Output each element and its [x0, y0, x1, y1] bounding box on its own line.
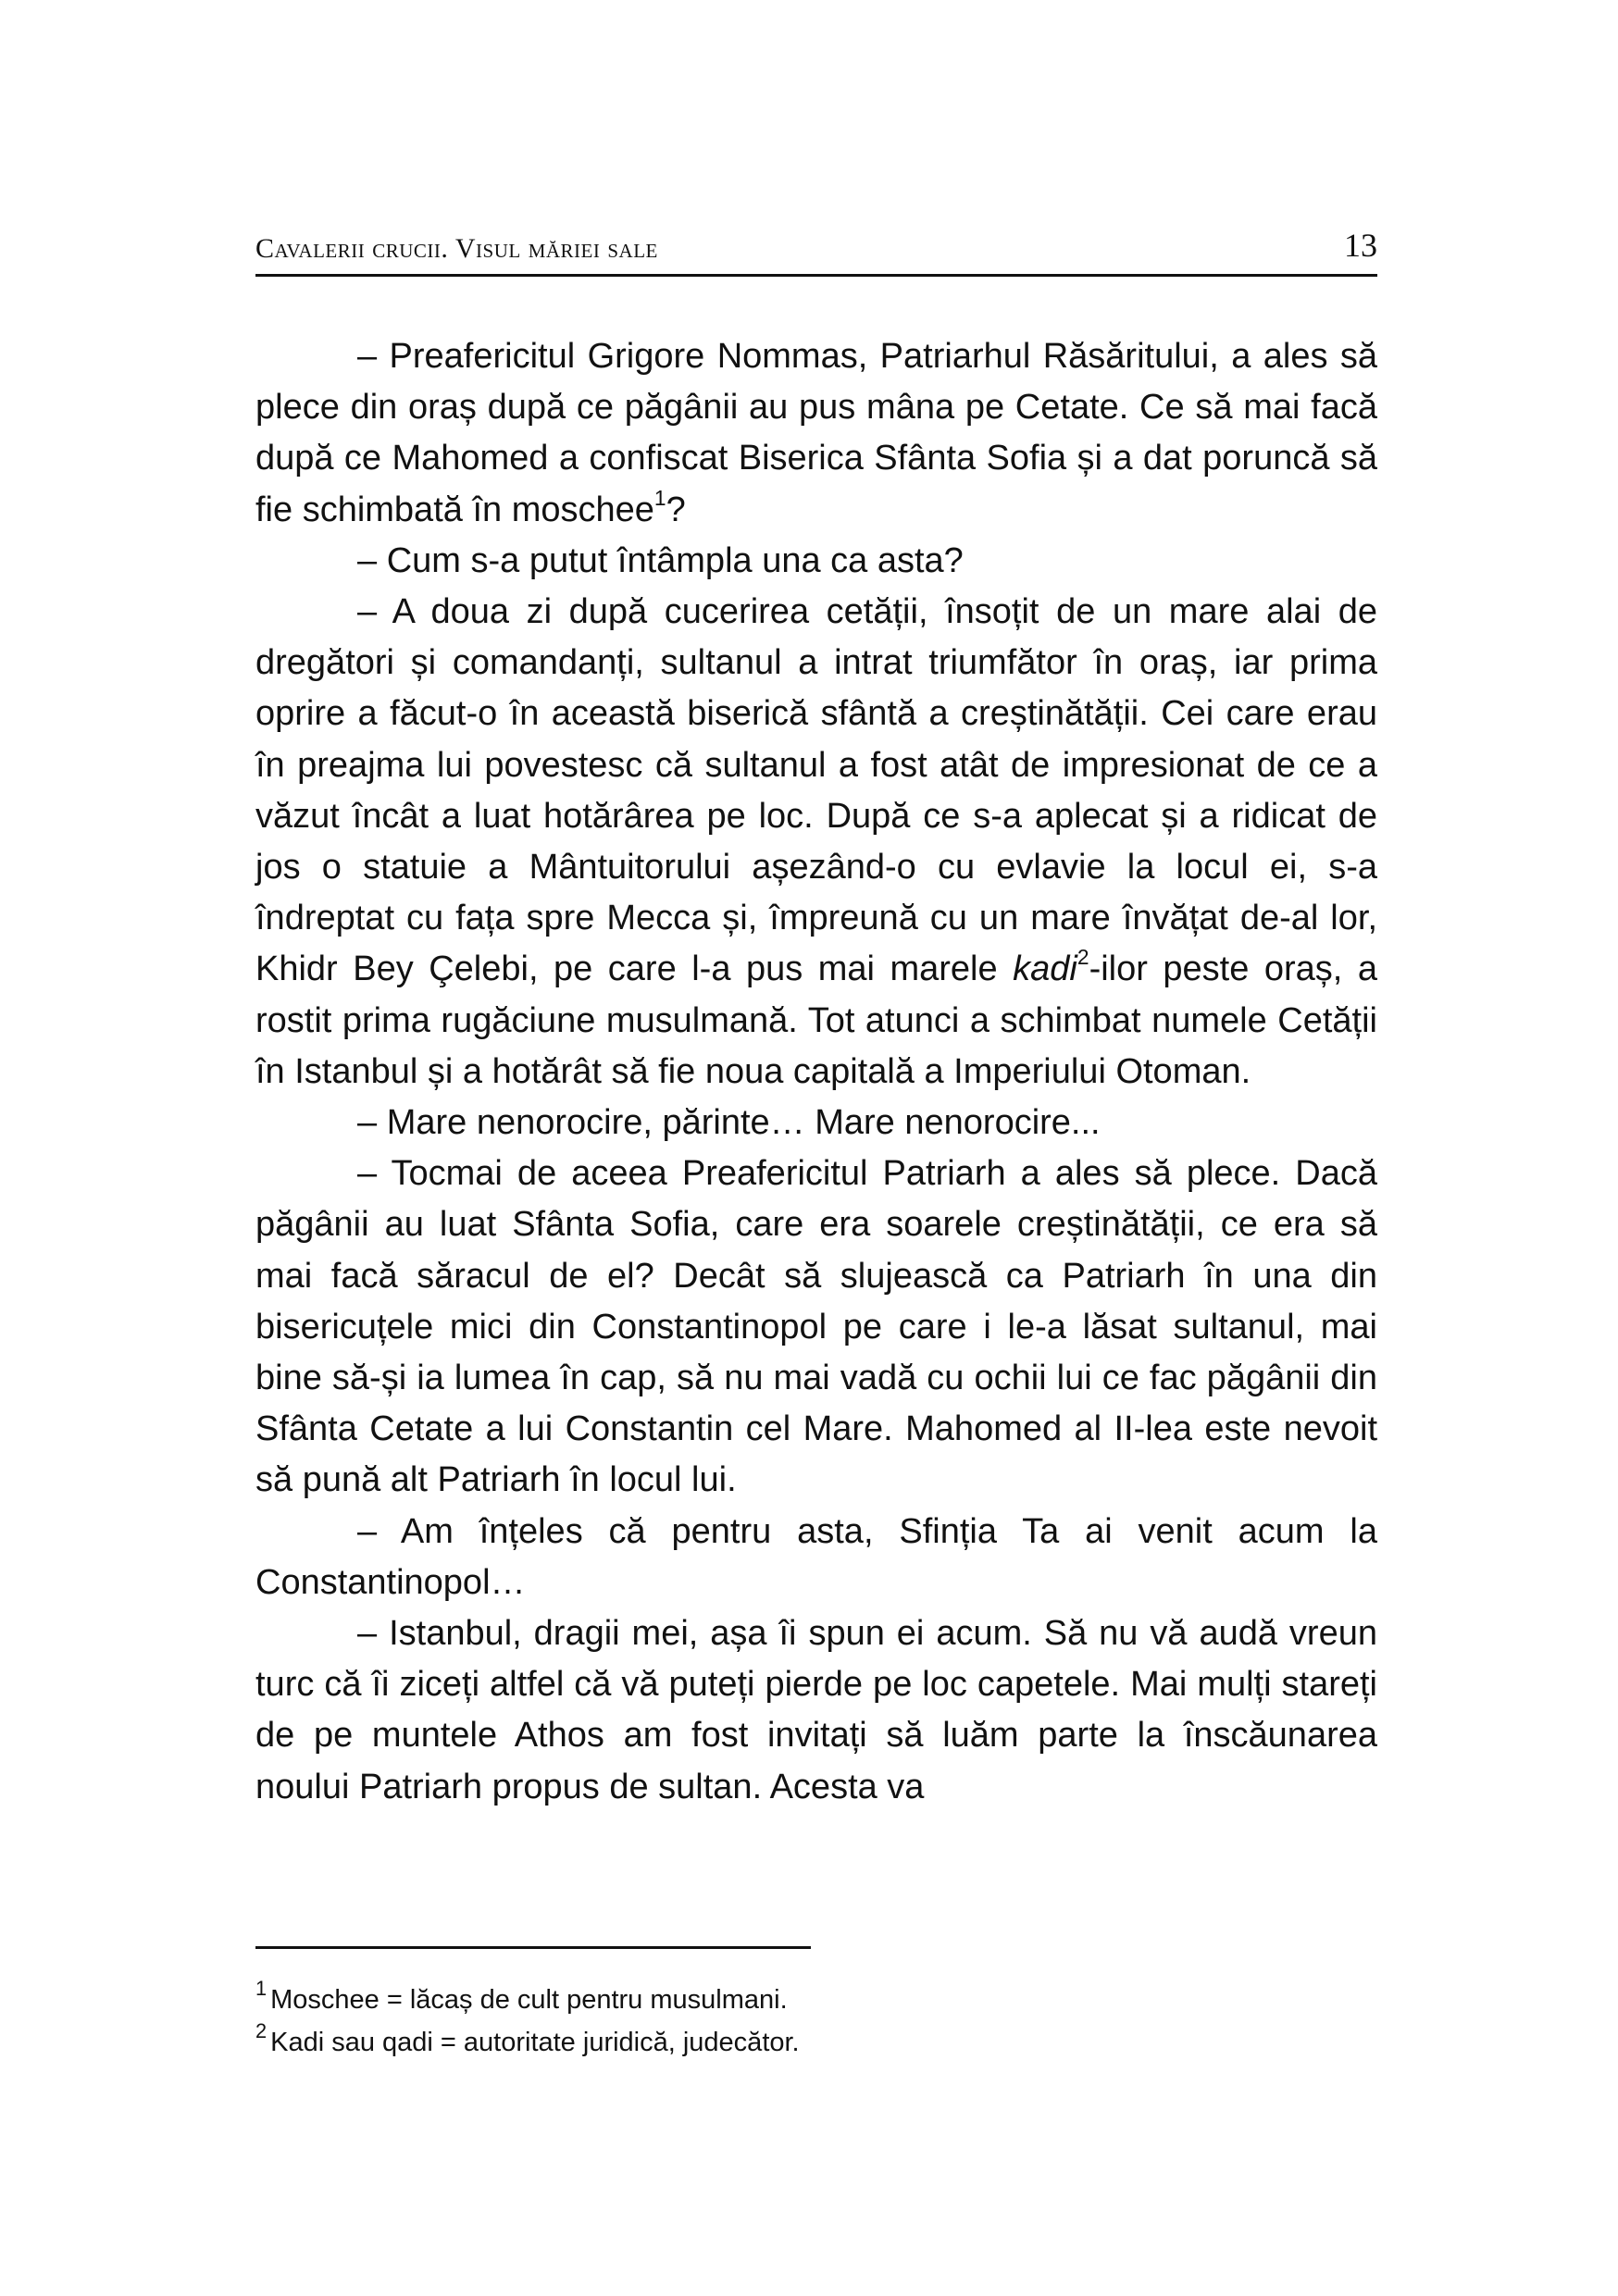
running-header	[255, 226, 1377, 277]
paragraph-1: – Preafericitul Grigore Nommas, Patriarhul Răsăritului, a ales să plece din oraș după ce păgânii au pus mâna pe Cetate. Ce să mai facă după ce Mahomed a confiscat Biserica Sfânta Sofia și a dat poruncă să fie schimbată în moschee$^1$?	[255, 337, 1377, 529]
paragraph-5: – Tocmai de aceea Preafericitul Patriarh a ales să plece. Dacă păgânii au luat Sfânta Sofia, care era soarele creștinătății, ce era să mai facă săracul de el? Decât să slujească ca Patriarh în una din bisericuțele mici din Constantinopol pe care i le-a lăsat sultanul, mai bine să-și ia lumea în cap, să nu mai vadă cu ochii lui ce fac păgânii din Sfânta Cetate a lui Constantin cel Mare. Mahomed al II-lea este nevoit să pună alt Patriarh în locul lui.	[255, 1154, 1377, 1500]
page-number: 13	[1344, 227, 1377, 264]
running-head-title: Cavalerii crucii. Visul măriei sale	[255, 233, 658, 264]
footnote-2	[255, 2021, 1377, 2064]
footnote-text: Kadi sau qadi = autoritate juridică, judecător.	[270, 2028, 800, 2057]
body-text	[255, 331, 1377, 1813]
paragraph-7: – Istanbul, dragii mei, așa îi spun ei acum. Să nu vă audă vreun turc că îi ziceți altfel că vă puteți pierde pe loc capetele. Mai mulți stareți de pe muntele Athos am fost invitați să luăm parte la înscăunarea noului Patriarh propus de sultan. Acesta va	[255, 1614, 1377, 1806]
footnote-mark: 1	[255, 1977, 268, 2001]
italic-term-kadi: kadi	[1013, 949, 1077, 989]
paragraph-6: – Am înțeles că pentru asta, Sfinția Ta ai venit acum la Constantinopol…	[255, 1511, 1377, 1602]
footnotes	[255, 1979, 1377, 2064]
paragraph-2: – Cum s-a putut întâmpla una ca asta?	[357, 540, 964, 580]
footnote-ref-2: 2	[1077, 945, 1089, 970]
paragraph-3: – A doua zi după cucerirea cetății, însoțit de un mare alai de dregători și comandanți, sultanul a intrat triumfător în oraș, iar prima oprire a făcut-o în această biserică sfântă a creștinătății. Cei care erau în preajma lui povestesc că sultanul a fost atât de impresionat de ce a văzut încât a luat hotărârea pe loc. După ce s-a aplecat și a ridicat de jos o statuie a Mântuitorului așezând-o cu evlavie la locul ei, s-a îndreptat cu fața spre Mecca și, împreună cu un mare învățat de-al lor, Khidr Bey Çelebi, pe care l-a pus mai marele kadi$^2$-ilor peste oraș, a rostit prima rugăciune musulmană. Tot atunci a schimbat numele Cetății în Istanbul și a hotărât să fie noua capitală a Imperiului Otoman.	[255, 592, 1377, 1091]
footnote-mark: 2	[255, 2019, 268, 2043]
footnote-ref-1: 1	[653, 485, 666, 510]
footnote-text: Moschee = lăcaș de cult pentru musulmani.	[270, 1985, 788, 2015]
paragraph-4: – Mare nenorocire, părinte… Mare nenorocire...	[357, 1103, 1101, 1143]
footnote-1	[255, 1979, 1377, 2021]
footnote-separator	[255, 1946, 811, 1949]
